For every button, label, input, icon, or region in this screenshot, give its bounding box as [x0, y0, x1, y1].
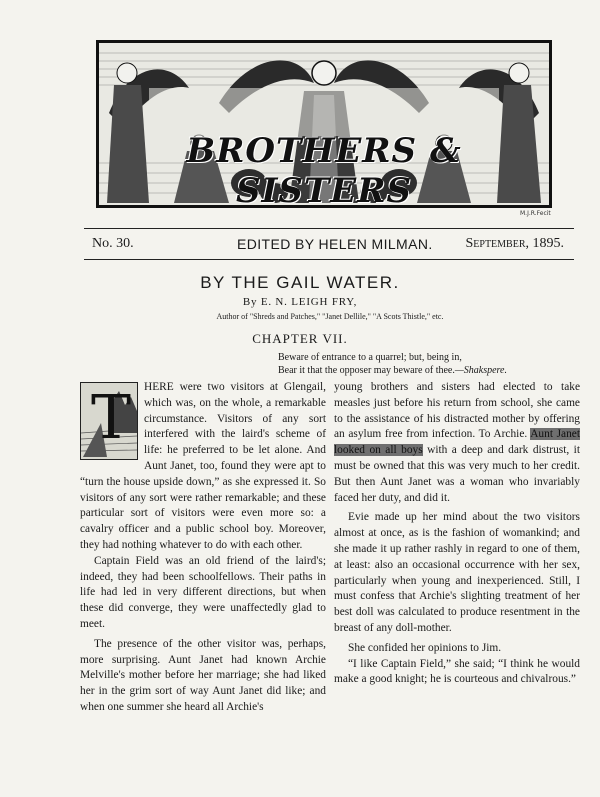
drop-cap — [80, 382, 138, 460]
right-paragraph-4: “I like Captain Field,” she said; “I think he would make a good knight; he is courteous and chivalrous.” — [334, 657, 580, 686]
right-column — [334, 380, 580, 688]
masthead-illustration — [96, 40, 552, 208]
epigraph — [278, 351, 578, 377]
right-paragraph-3: She confided her opinions to Jim. — [348, 641, 502, 654]
epigraph-line-2-text: Bear it that the opposer may beware of thee. — [278, 365, 455, 376]
engraver-signature: M.J.R.Fecit — [520, 210, 551, 217]
right-paragraph-1a: young brothers and sisters had elected to take measles just before his return from school, she came to the assistance of his distracted mother by offering an asylum free from infection. To Archie. — [334, 381, 580, 441]
left-column — [80, 380, 326, 716]
author-credits: Author of "Shreds and Patches," "Janet Dellile," "A Scots Thistle," etc. — [216, 312, 444, 321]
issue-date: September, 1895. — [465, 236, 564, 251]
right-paragraph-2: Evie made up her mind about the two visitors almost at once, as is the fashion of womankind; and she made it up rather rashly in regard to one of them, at least: also an occasional occurrence with her sex, particularly when young and inexperienced. Still, I must confess that Archie's slighting treatment of her best doll was calculated to produce resentment in the breast of any doll-mother. — [334, 511, 580, 634]
chapter-heading: CHAPTER VII. — [252, 331, 348, 346]
left-paragraph-1: HERE were two visitors at Glengail, which was, on the whole, a remarkable circumstance. Visitors of any sort interfered with the laird's scheme of life: he preferred to be let alone. And Aunt Janet, too, found they were apt to “turn the house upside down,” as she expressed it. So visitors of any sort were rather remarkable; and these particular sort of visitors were even more so: a cavalry officer and a public school boy. Moreover, they had nothing whatever to do with each other. — [80, 381, 326, 551]
story-author: By E. N. LEIGH FRY, — [242, 296, 358, 308]
left-paragraph-2: Captain Field was an old friend of the laird's; indeed, they had been schoolfellows. Their paths in life had led in very different directions, but when these did converge, they were unaffectedly glad to meet. — [80, 554, 326, 630]
masthead-title: BROTHERS & SISTERS — [186, 131, 462, 208]
epigraph-line-1: Beware of entrance to a quarrel; but, being in, — [278, 352, 462, 363]
right-paragraph-1b: with a deep and dark distrust, it must be owned that this was very much to her credit. But then Aunt Janet was a woman who invariably faced her duty, and did it. — [334, 444, 580, 504]
drop-cap-letter: T — [91, 383, 132, 453]
issue-rule-top — [84, 228, 574, 229]
issue-rule-bottom — [84, 259, 574, 260]
issue-line — [92, 236, 564, 256]
epigraph-attribution: —Shakspere. — [454, 365, 507, 376]
editor-credit: EDITED BY HELEN MILMAN. — [237, 236, 433, 252]
left-paragraph-3: The presence of the other visitor was, perhaps, more surprising. Aunt Janet had known Archie Melville's mother before her marriage; she had liked her in the grim sort of way Aunt Janet did like; and when one summer she heard all Archie's — [80, 637, 326, 713]
right-paragraph-1 — [334, 380, 580, 506]
story-title: BY THE GAIL WATER. — [200, 273, 400, 292]
highlighted-text: Aunt Janet looked on all boys — [334, 428, 580, 457]
epigraph-line-2 — [278, 364, 578, 377]
issue-number: No. 30. — [92, 236, 134, 251]
